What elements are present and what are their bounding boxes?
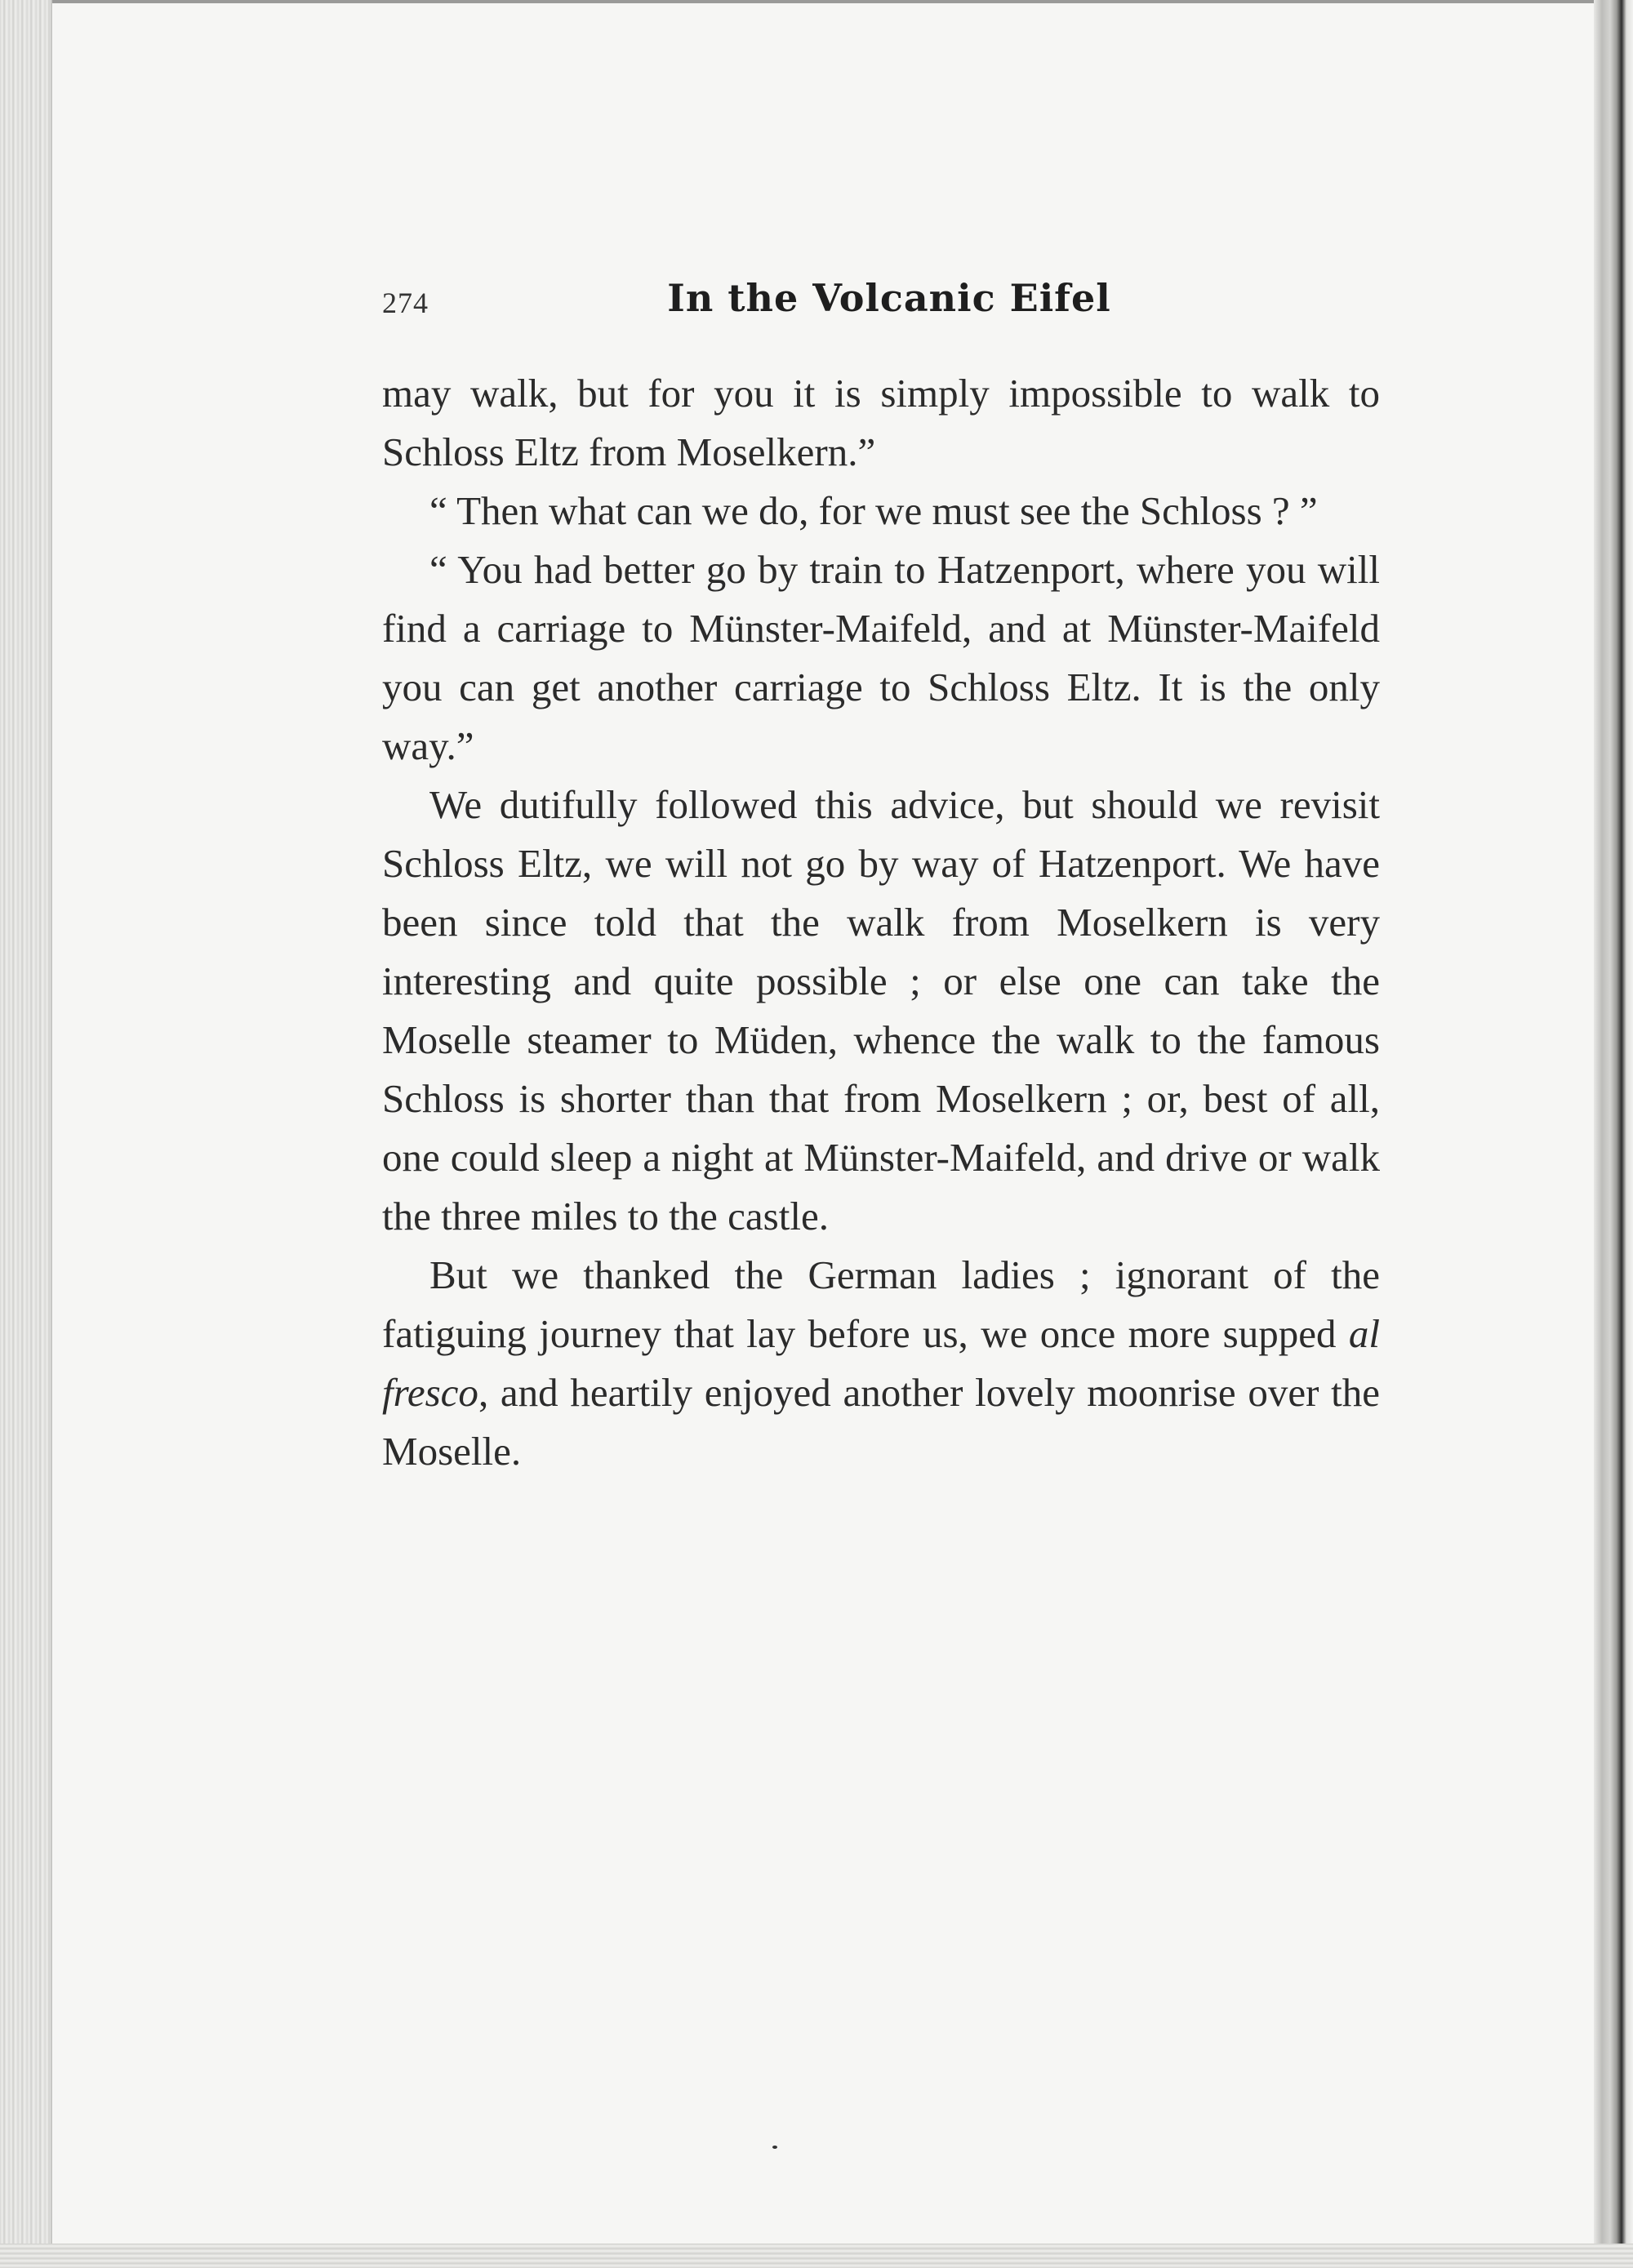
- page-header: [382, 276, 1380, 333]
- book-spine-edge: [0, 0, 52, 2268]
- page-top-edge: [51, 0, 1594, 3]
- paragraph-5-end: , and heartily enjoyed another lovely moonrise over the Moselle.: [382, 1370, 1380, 1474]
- paragraph-5-italic: al fresco: [382, 1311, 1380, 1415]
- paragraph-5: [382, 1246, 1380, 1481]
- ink-speck: [772, 2146, 777, 2149]
- paragraph-2: “ Then what can we do, for we must see the Schloss ? ”: [429, 488, 1318, 533]
- page-bottom-edge: [0, 2244, 1633, 2268]
- paragraph-1: may walk, but for you it is simply impossible to walk to Schloss Eltz from Moselkern.”: [382, 371, 1380, 474]
- page-right-edge: [1594, 0, 1633, 2268]
- page-number: 274: [382, 287, 429, 319]
- paragraph-4: We dutifully followed this advice, but should we revisit Schloss Eltz, we will not go by way of Hatzenport. We have been since told that the walk from Moselkern is very interesting and quite possible ; or else one can take the Moselle steamer to Müden, whence the walk to the famous Schloss is shorter than that from Moselkern ; or, best of all, one could sleep a night at Münster-Maifeld, and drive or walk the three miles to the castle.: [382, 782, 1380, 1239]
- body-text: [382, 364, 1380, 1481]
- running-title: In the Volcanic Eifel: [667, 276, 1111, 320]
- paragraph-3: “ You had better go by train to Hatzenport, where you will find a carriage to Münster-Maifeld, and at Münster-Maifeld you can get another carriage to Schloss Eltz. It is the only way.”: [382, 547, 1380, 768]
- paragraph-5-start: But we thanked the German ladies ; ignorant of the fatiguing journey that lay before us, we once more supped: [382, 1252, 1380, 1356]
